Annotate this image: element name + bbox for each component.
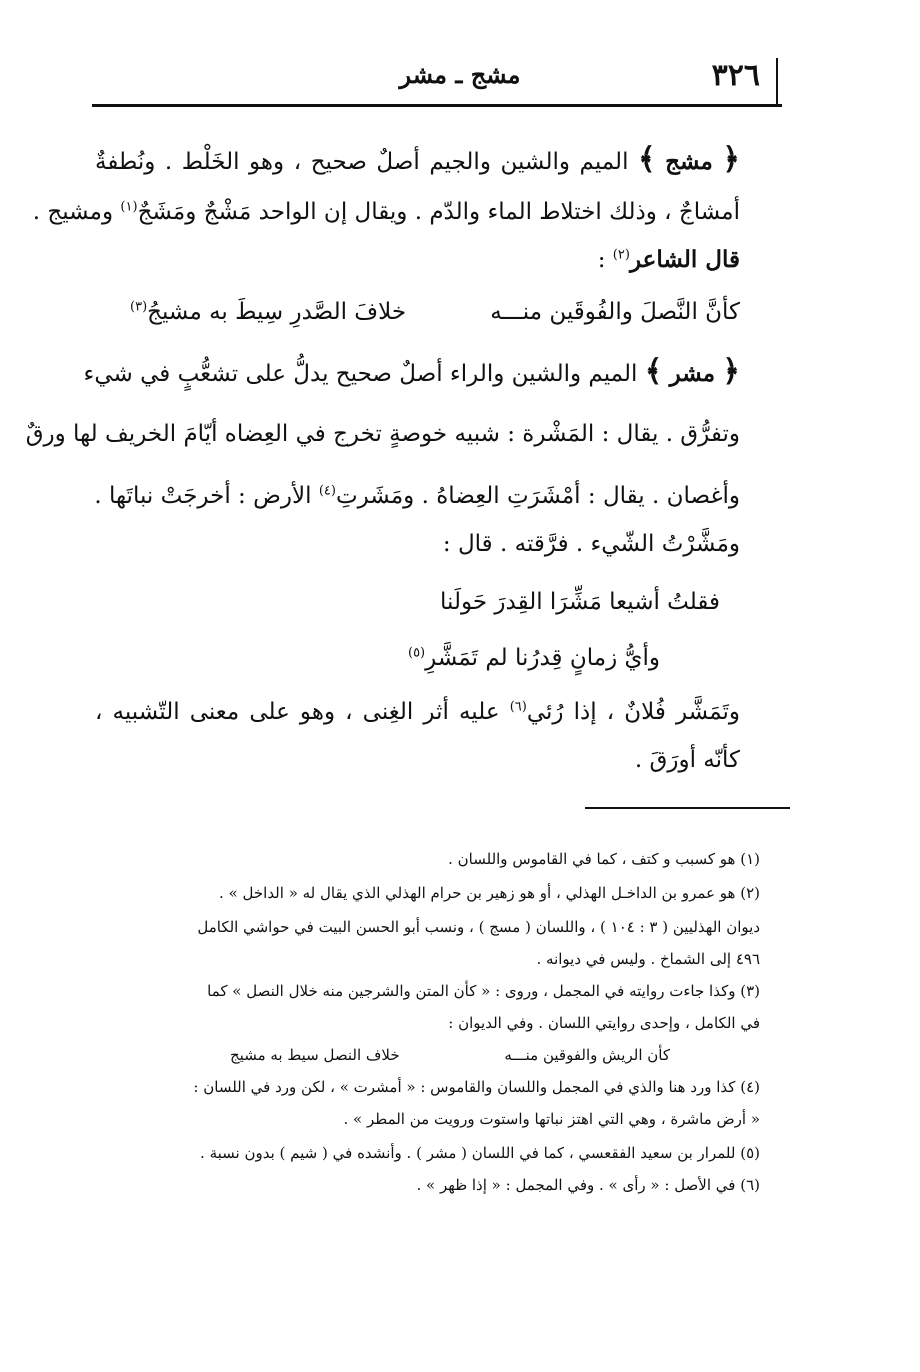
footnote-3-line-2: في الكامل ، وإحدى روايتي اللسان . وفي الديوان : [448,1014,760,1032]
running-header-title: مشج ـ مشر [399,60,521,89]
footnote-1: (١) هو كسبب و كتف ، كما في القاموس واللسان . [448,850,760,868]
footnote-marker-2: (٢) [612,247,630,263]
verse-1-first-hemistich: كأنَّ النَّصلَ والفُوقَين منـــه [490,299,740,325]
entry-mashr-line-6: كأنّه أورَقَ . [634,747,740,773]
footnote-6: (٦) في الأصل : « رأى » . وفي المجمل : « إذا ظهر » . [416,1176,760,1194]
header-tick [776,58,778,104]
footnote-4-line-2: « أرض ماشرة ، وهي التي اهتز نباتها واستوت ورويت من المطر » . [343,1110,760,1128]
entry-mashr-line-1: ﴿ مشر ﴾ الميم والشين والراء أصلٌ صحيح يدلُّ على تشعُّبٍ في شيء [83,354,740,389]
headword-mashj: مشج [665,148,713,175]
footnote-marker-1: (١) [120,199,138,215]
footnote-2-line-3: ٤٩٦ إلى الشماخ . وليس في ديوانه . [536,950,760,968]
footnote-2-line-1: (٢) هو عمرو بن الداخـل الهذلي ، أو هو زهير بن حرام الهذلي الذي يقال له « الداخل » . [219,884,760,902]
verse-2-first-hemistich: فقلتُ أشيعا مَشِّرَا القِدرَ حَولَنا [440,589,720,615]
footnote-marker-5: (٥) [407,645,426,661]
entry-mashj-line-2: أمشاجٌ ، وذلك اختلاط الماء والدّم . ويقال إن الواحد مَشْجٌ ومَشَجٌ$^{(١)}$ ومشيج . [32,199,740,225]
verse-2-second-hemistich: وأيُّ زمانٍ قِدرُنا لم تَمَشَّرِ$^{(٥)}$ [407,645,660,671]
entry-mashj-line-3: قال الشاعر$^{(٢)}$ : [597,246,740,273]
footnote-4-line-1: (٤) كذا ورد هنا والذي في المجمل واللسان والقاموس : « أمشرت » ، لكن ورد في اللسان : [193,1078,760,1096]
footnote-marker-3: (٣) [130,299,148,315]
footnote-marker-6: (٦) [509,699,527,715]
footnote-rule [585,807,790,809]
footnote-2-line-2: ديوان الهذليين ( ٣ : ١٠٤ ) ، واللسان ( مسج ) ، ونسب أبو الحسن البيت في حواشي الكامل [197,918,760,936]
footnote-3-verse-second: خلاف النصل سيط به مشيج [230,1046,400,1064]
footnote-3-line-1: (٣) وكذا جاءت روايته في المجمل ، وروى : « كأن المتن والشرجين منه خلال النصل » كما [207,982,760,1000]
headword-mashr: مشر [669,360,716,387]
entry-mashr-line-4: ومَشَّرْتُ الشّيء . فرَّقته . قال : [442,531,740,557]
entry-mashr-line-2: وتفرُّق . يقال : المَشْرة : شبيه خوصةٍ تخرج في العِضاه أيّامَ الخريف لها ورقٌ [25,421,740,447]
entry-mashr-line-5: وتَمَشَّر فُلانٌ ، إذا رُئي$^{(٦)}$ عليه أثر الغِنى ، وهو على معنى التّشبيه ، [95,699,740,725]
entry-mashj-line-1: ﴿ مشج ﴾ الميم والشين والجيم أصلٌ صحيح ، وهو الخَلْط . ونُطفةٌ [95,142,740,177]
page-number: ٣٢٦ [711,58,760,93]
entry-mashr-line-3: وأغصان . يقال : أمْشَرَتِ العِضاهُ . ومَشَرتِ$^{(٤)}$ الأرض : أخرجَتْ نباتَها . [94,483,740,509]
footnote-marker-4: (٤) [318,483,336,499]
footnote-3-verse-first: كأن الريش والفوقين منـــه [504,1046,670,1064]
footnote-5: (٥) للمرار بن سعيد الفقعسي ، كما في اللسان ( مشر ) . وأنشده في ( شيم ) بدون نسبة . [200,1144,760,1162]
header-rule [92,104,782,107]
verse-1-second-hemistich: خلافَ الصَّدرِ سِيطَ به مشيجُ$^{(٣)}$ [130,299,407,325]
